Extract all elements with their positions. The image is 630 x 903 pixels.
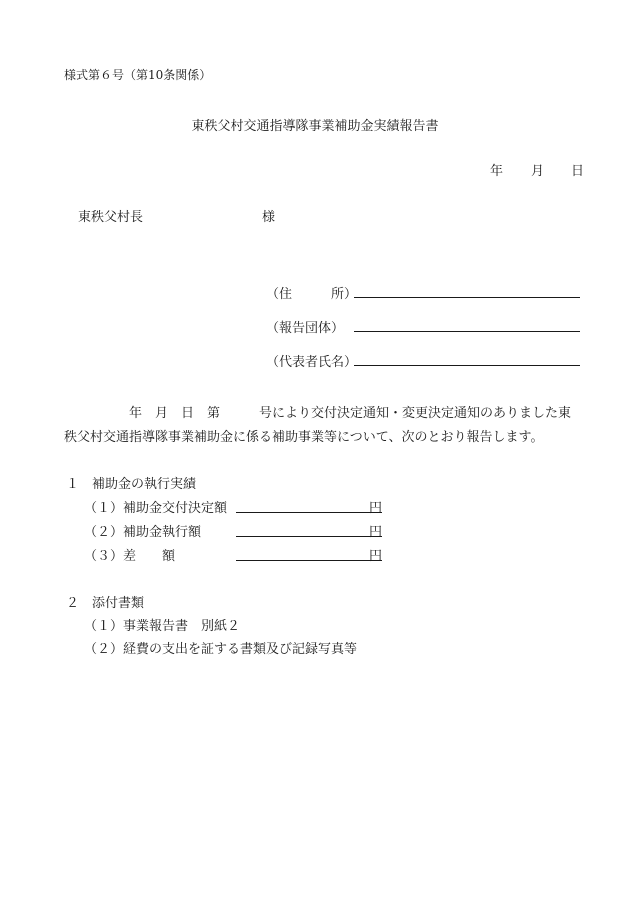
representative-name-field[interactable] (354, 351, 580, 366)
yen-unit: 円 (368, 549, 382, 564)
reporting-group-label: （報告団体） (266, 321, 345, 336)
difference-amount-label: （３）差 額 (84, 549, 176, 564)
date-day: 日 (571, 164, 585, 179)
attachment-item: （１）事業報告書 別紙２ (84, 619, 241, 634)
addressee-name: 東秩父村長 (78, 210, 144, 225)
date-year: 年 (490, 164, 504, 179)
attachment-item: （２）経費の支出を証する書類及び記録写真等 (84, 642, 358, 657)
yen-unit: 円 (368, 501, 382, 516)
grant-decision-amount-label: （１）補助金交付決定額 (84, 501, 228, 516)
document-title: 東秩父村交通指導隊事業補助金実績報告書 (191, 119, 439, 134)
difference-amount-field[interactable] (236, 545, 382, 564)
address-label: （住 所） (266, 287, 358, 302)
section-heading: １ 補助金の執行実績 (66, 477, 197, 492)
grant-executed-amount-field[interactable] (236, 521, 382, 540)
address-field[interactable] (354, 283, 580, 298)
grant-executed-amount-label: （２）補助金執行額 (84, 525, 202, 540)
addressee-honorific: 様 (262, 210, 276, 225)
paragraph-line: 秩父村交通指導隊事業補助金に係る補助事業等について、次のとおり報告します。 (64, 430, 544, 445)
form-number: 様式第６号（第10条関係） (64, 68, 212, 82)
date-month: 月 (531, 164, 545, 179)
paragraph-line: 年 月 日 第 号により交付決定通知・変更決定通知のありました東 (64, 406, 572, 421)
reporting-group-field[interactable] (354, 317, 580, 332)
yen-unit: 円 (368, 525, 382, 540)
grant-decision-amount-field[interactable] (236, 497, 382, 516)
report-paragraph (64, 402, 594, 450)
section-heading: ２ 添付書類 (66, 596, 145, 611)
representative-name-label: （代表者氏名） (266, 355, 358, 370)
